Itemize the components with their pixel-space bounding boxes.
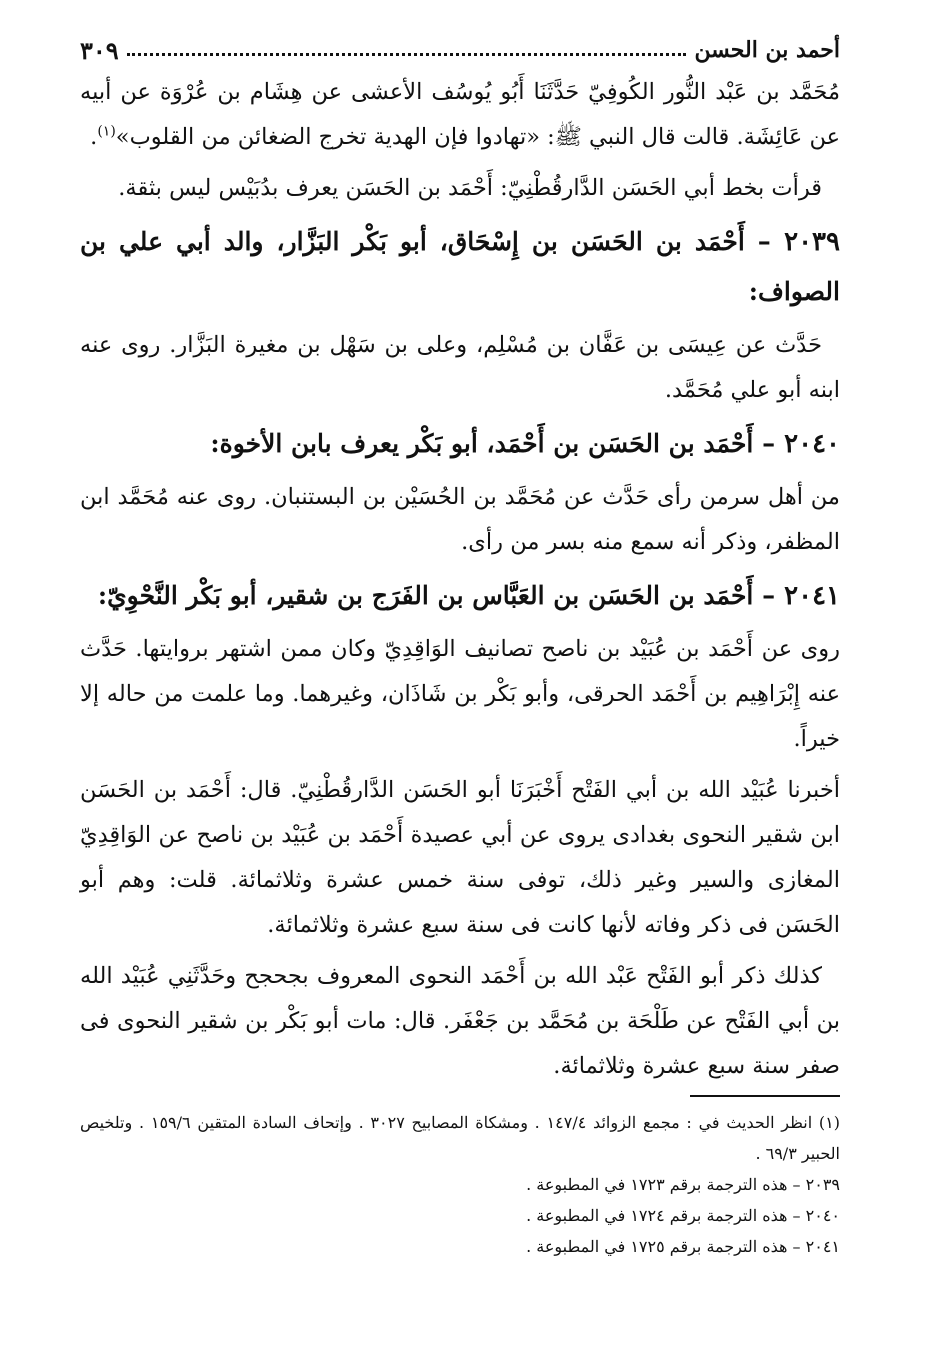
entry-number-2041: ٢٠٤١ – [762,581,840,611]
entry-title-2039: أَحْمَد بن الحَسَن بن إِسْحَاق، أبو بَكْر البَزَّار، والد أبي علي بن الصواف: [80,227,840,306]
footnote-ref-1: (١) [97,123,116,140]
running-header [80,30,840,70]
paragraph-2039: حَدَّث عن عِيسَى بن عَفَّان بن مُسْلِم، وعلى بن سَهْل بن مغيرة البَزَّار. روى عنه ابنه أبو علي مُحَمَّد. [80,332,840,403]
footnote-2040: ٢٠٤٠ – هذه الترجمة برقم ١٧٢٤ في المطبوعة . [526,1206,840,1225]
footnotes [80,1107,840,1262]
paragraph-daraqutni: قرأت بخط أبي الحَسَن الدَّارقُطْنِيّ: أَحْمَد بن الحَسَن يعرف بدُبَيْس ليس بثقة. [118,175,822,201]
paragraph-2040: من أهل سرمن رأى حَدَّث عن مُحَمَّد بن الحُسَيْن بن البستنبان. روى عنه مُحَمَّد ابن المظفر، وذكر أنه سمع منه بسر من رأى. [80,484,840,555]
paragraph-2041-c: كذلك ذكر أبو الفَتْح عَبْد الله بن أَحْمَد النحوى المعروف بجحجح وحَدَّثَنِي عُبَيْد الله بن أبي الفَتْح عن طَلْحَة بن مُحَمَّد بن جَعْفَر. قال: مات أبو بَكْر بن شقير النحوى فى صفر سنة سبع عشرة وثلاثمائة. [80,963,840,1079]
footnote-2039: ٢٠٣٩ – هذه الترجمة برقم ١٧٢٣ في المطبوعة . [526,1175,840,1194]
entry-title-2040: أَحْمَد بن الحَسَن بن أَحْمَد، أبو بَكْر يعرف بابن الأخوة: [210,429,754,458]
paragraph-hadith-text: مُحَمَّد بن عَبْد النُّور الكُوفِيّ حَدَّثَنَا أَبُو يُوسُف الأعشى عن هِشَام بن عُرْوَة عن أبيه عن عَائِشَة. قالت قال النبي ﷺ: «تهادوا فإن الهدية تخرج الضغائن من القلوب» [80,79,840,150]
footnote-1: (١) انظر الحديث في : مجمع الزوائد ١٤٧/٤ . ومشكاة المصابيح ٣٠٢٧ . وإتحاف السادة المتقين ١٥٩/٦ . وتلخيص الحبير ٦٩/٣ . [80,1113,840,1163]
paragraph-hadith-end: . [90,124,98,150]
page-number: ٣٠٩ [80,35,119,65]
running-title: أحمد بن الحسن [694,37,840,63]
leader-dots [127,53,687,56]
entry-heading-2039 [80,217,840,317]
paragraph-hadith [80,70,840,160]
entry-title-2041: أَحْمَد بن الحَسَن بن العَبَّاس بن الفَرَج بن شقير، أبو بَكْر النَّحْوِيّ: [97,581,754,610]
book-page [80,30,840,1262]
entry-heading-2041 [80,571,840,621]
paragraph-2041-b: أخبرنا عُبَيْد الله بن أبي الفَتْح أَخْبَرَنَا أبو الحَسَن الدَّارقُطْنِيّ. قال: أَحْمَد بن الحَسَن ابن شقير النحوى بغدادى يروى عن أبي عصيدة أَحْمَد بن عُبَيْد بن ناصح عن الوَاقِدِيّ المغازى والسير وغير ذلك، توفى سنة خمس عشرة وثلاثمائة. قلت: وهم أبو الحَسَن فى ذكر وفاته لأنها كانت فى سنة سبع عشرة وثلاثمائة. [80,777,840,938]
paragraph-2041-a: روى عن أَحْمَد بن عُبَيْد بن ناصح تصانيف الوَاقِدِيّ وكان ممن اشتهر بروايتها. حَدَّث عنه إِبْرَاهِيم بن أَحْمَد الحرقى، وأبو بَكْر بن شَاذَان، وغيرهما. وما علمت من حاله إلا خيراً. [80,636,840,752]
entry-number-2039: ٢٠٣٩ – [757,227,840,257]
footnote-divider [690,1095,840,1097]
footnote-2041: ٢٠٤١ – هذه الترجمة برقم ١٧٢٥ في المطبوعة . [526,1237,840,1256]
entry-heading-2040 [80,419,840,469]
entry-number-2040: ٢٠٤٠ – [762,429,840,459]
